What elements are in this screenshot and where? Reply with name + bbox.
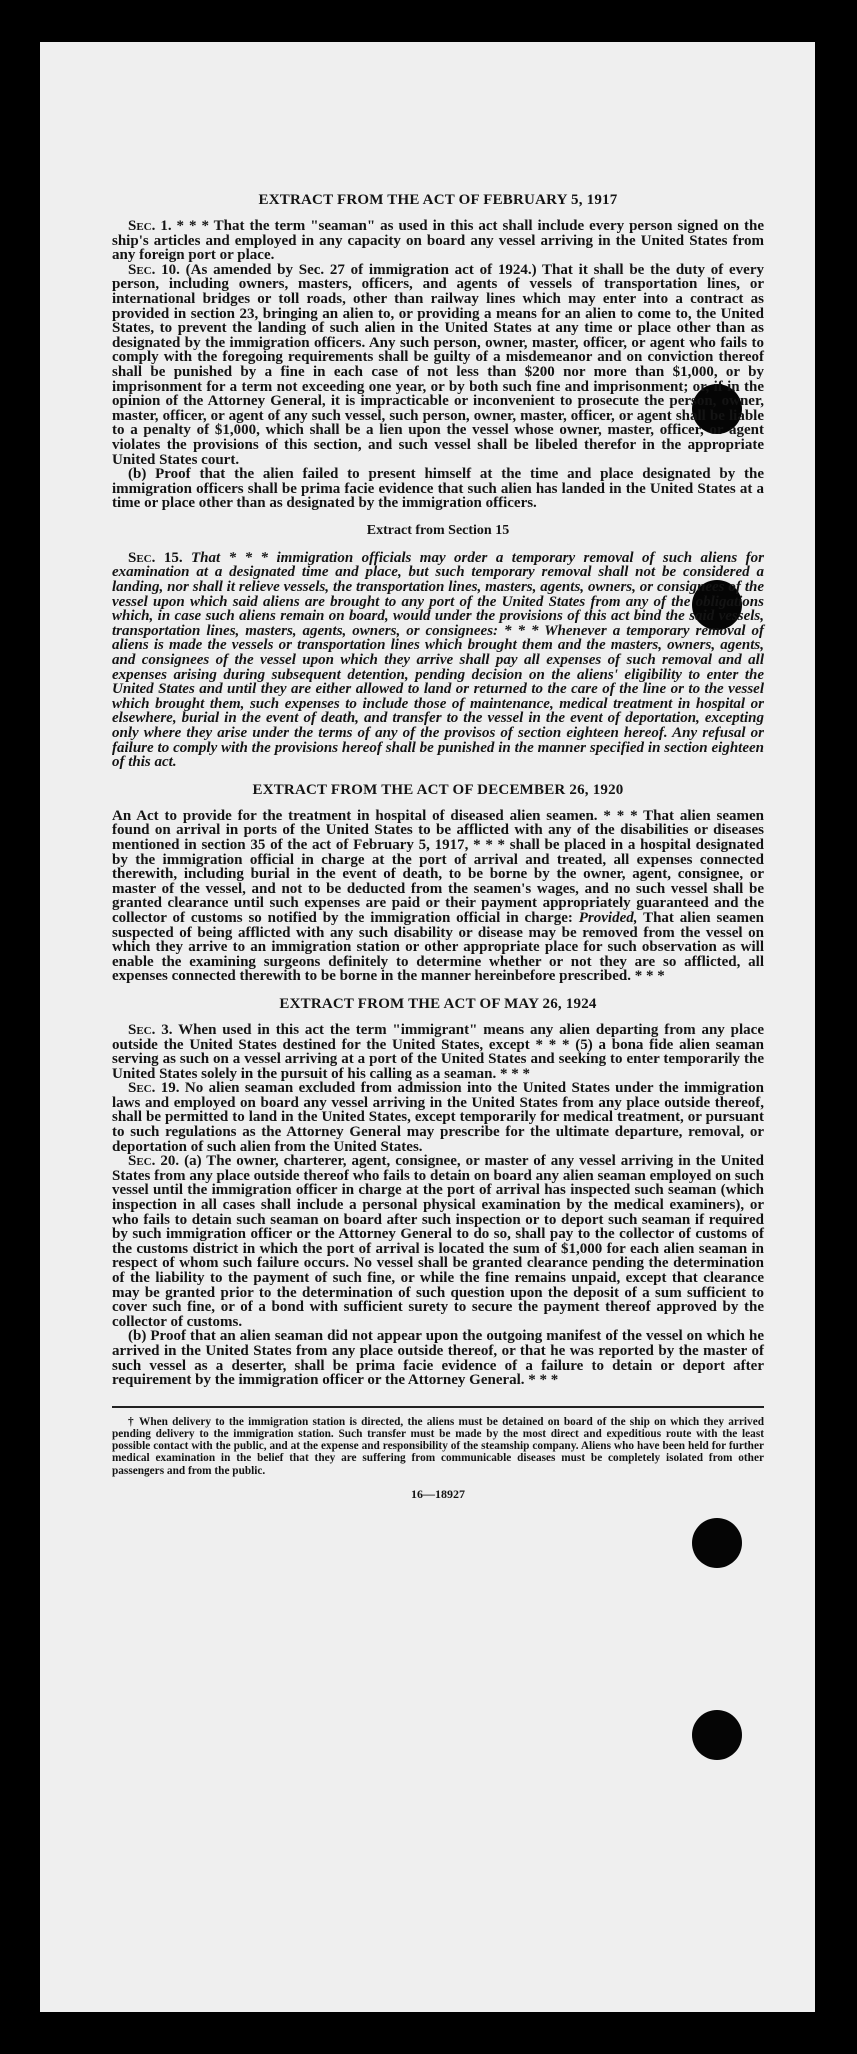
section-10-paragraph [112,263,764,467]
section-10b-paragraph: (b) Proof that the alien failed to present himself at the time and place designated by the immigration officers shall be prima facie evidence that such alien has landed in the United States at a time or place other than as designated by the immigration officers. [112,466,764,512]
section-3-paragraph [112,1023,764,1081]
section-text: That * * * immigration officials may order a temporary removal of such aliens for examination at a designated time and place, but such temporary removal shall not be considered a landing, nor shall it relieve vessels, the transportation lines, masters, agents, owners, or consignees of the vessel upon which said aliens are brought to any port of the United States from any of the obligations which, in case such aliens remain on board, would under the provisions of this act bind the said vessels, transportation lines, masters, agents, owners, or consignees: * * * Whenever a temporary removal of aliens is made the vessels or transportation lines which brought them and the masters, owners, agents, and consignees of the vessel upon which they arrive shall pay all expenses of such removal and all expenses arising during subsequent detention, pending decision on the aliens' eligibility to enter the United States and until they are either allowed to land or returned to the care of the line or to the vessel which brought them, such expenses to include those of maintenance, medical treatment in hospital or elsewhere, burial in the event of death, and transfer to the vessel in the event of deportation, excepting only where they arise under the terms of any of the provisos of section eighteen hereof. Any refusal or failure to comply with the provisions hereof shall be punished in the manner specified in section eighteen of this act. [112,549,764,771]
act-text: An Act to provide for the treatment in hospital of diseased alien seamen. * * * That alien seamen found on arrival in ports of the United States to be afflicted with any of the disabilities or diseases mentioned in section 35 of the act of February 5, 1917, * * * shall be placed in a hospital designated by the immigration official in charge at the port of arrival and treated, all expenses connected therewith, including burial in the event of death, to be borne by the owner, agent, consignee, or master of the vessel, and not to be deducted from the seamen's wages, and no such vessel shall be granted clearance until such expenses are paid or their payment appropriately guaranteed and the collector of customs so notified by the immigration official in charge: [112,807,764,926]
act-text: That alien seamen suspected of being afflicted with any such disability or disease may be removed from the vessel on which they arrive to an immigration station or other appropriate place for such observation as will enable the examining surgeons definitely to determine whether or not they are so afflicted, all expenses connected therewith to be borne in the manner hereinbefore prescribed. * * * [112,909,764,985]
section-20b-paragraph: (b) Proof that an alien seaman did not appear upon the outgoing manifest of the vessel on which he arrived in the United States from any place outside thereof, or that he was reported by the master of such vessel as a deserter, shall be prima facie evidence of a failure to detain or deport after requirement by the immigration officer or the Attorney General. * * * [112,1328,764,1389]
punch-hole [692,1710,742,1760]
document-body [112,192,764,1502]
section-text: (As amended by Sec. 27 of immigration act of 1924.) That it shall be the duty of every person, including owners, masters, officers, and agents of vessels of transportation lines, or international bridges or toll roads, other than railway lines which may enter into a contract as provided in section 23, bringing an alien to, or providing a means for an alien to come to, the United States, to prevent the landing of such alien in the United States at any time or place other than as designated by the immigration officers. Any such person, owner, master, officer, or agent who fails to comply with the foregoing requirements shall be guilty of a misdemeanor and on conviction thereof shall be punished by a fine in each case of not less than $200 nor more than $1,000, or by imprisonment for a term not exceeding one year, or by both such fine and imprisonment; or, if in the opinion of the Attorney General, it is impracticable or inconvenient to prosecute the person, owner, master, officer, or agent of any such vessel, such person, owner, master, officer, or agent shall be liable to a penalty of $1,000, which shall be a lien upon the vessel whose owner, master, officer, or agent violates the provisions of this section, and such vessel shall be libeled therefor in the appropriate United States court. [112,261,764,468]
section-text: No alien seaman excluded from admission into the United States under the immigration laws and employed on board any vessel arriving in the United States from any place outside thereof, shall be permitted to land in the United States, except temporarily for medical treatment, or pursuant to such regulations as the Attorney General may prescribe for the ultimate departure, removal, or deportation of such alien from the United States. [112,1080,765,1155]
form-number: 16—18927 [411,1486,465,1501]
document-page [40,42,815,2012]
footnote-divider [112,1406,764,1408]
section-label: Sec. 20. [128,1153,180,1170]
section-19-paragraph [112,1081,764,1154]
section-label: Sec. 10. [128,261,180,278]
section-15-paragraph [112,551,764,770]
section-label: Sec. 1. [128,218,172,234]
section-15-heading: Extract from Section 15 [366,522,510,538]
section-text: When used in this act the term "immigrant" means any alien departing from any place outside the United States destined for the United States, except * * * (5) a bona fide alien seaman serving as such on a vessel arriving at a port of the United States and seeking to enter temporarily the United States solely in the pursuit of his calling as a seaman. * * * [112,1021,764,1082]
section-20-paragraph [112,1154,764,1329]
act-1924-heading: EXTRACT FROM THE ACT OF MAY 26, 1924 [279,995,597,1012]
section-text: (a) The owner, charterer, agent, consignee, or master of any vessel arriving in the United States from any place outside thereof who fails to detain on board any alien seaman employed on such vessel until the immigration officer in charge at the port of arrival has inspected such seaman (which inspection in all cases shall include a personal physical examination by the medical examiners), or who fails to detain such seaman on board after such inspection or to deport such seaman if required by such immigration officer or the Attorney General to do so, shall pay to the collector of customs of the customs district in which the port of arrival is located the sum of $1,000 for each alien seaman in respect of whom such failure occurs. No vessel shall be granted clearance pending the determination of the liability to the payment of such fine, or while the fine remains unpaid, except that clearance may be granted prior to the determination of such question upon the deposit of a sum sufficient to cover such fine, or of a bond with sufficient surety to secure the payment thereof approved by the collector of customs. [112,1153,764,1330]
section-text: * * * That the term "seaman" as used in this act shall include every person signed on the ship's articles and employed in any capacity on board any vessel arriving in the United States from any foreign port or place. [112,218,764,264]
footnote: † When delivery to the immigration station is directed, the aliens must be detained on board of the ship on which they arrived pending delivery to the immigration station. Such transfer must be made by the most direct and expeditious route with the least possible contact with the public, and at the expense and responsibility of the steamship company. Aliens who have been held for further medical examination in the belief that they are suffering from communicable diseases must be completely isolated from other passengers and from the public. [112,1415,764,1477]
act-1920-paragraph [112,809,764,984]
section-1-paragraph [112,219,764,263]
section-label: Sec. 3. [128,1021,173,1038]
punch-hole [692,1518,742,1568]
section-label: Sec. 19. [128,1080,180,1097]
act-1917-heading: EXTRACT FROM THE ACT OF FEBRUARY 5, 1917 [258,192,618,208]
section-label: Sec. 15. [128,549,183,566]
provided-word: Provided, [578,909,638,926]
act-1920-heading: EXTRACT FROM THE ACT OF DECEMBER 26, 1920 [252,781,624,798]
